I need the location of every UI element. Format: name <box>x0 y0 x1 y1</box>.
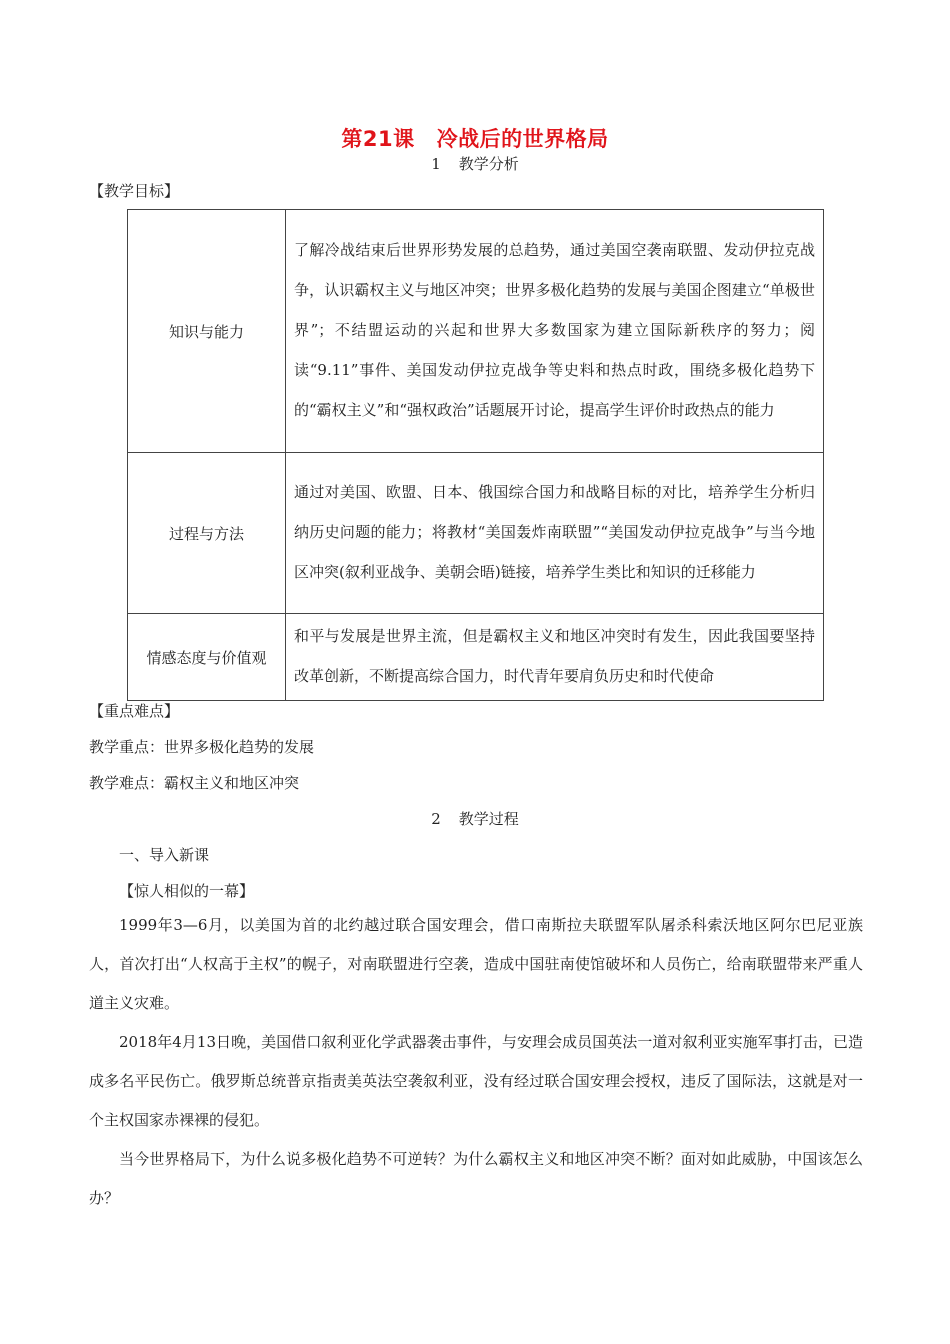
goal-label: 过程与方法 <box>128 453 286 614</box>
lesson-number: 第21课 <box>341 127 415 151</box>
key-point: 教学重点：世界多极化趋势的发展 <box>89 738 315 756</box>
section-heading-analysis <box>0 153 950 174</box>
section-number: 1 <box>431 155 441 173</box>
lesson-name: 冷战后的世界格局 <box>436 127 609 151</box>
paragraph: 当今世界格局下，为什么说多极化趋势不可逆转？为什么霸权主义和地区冲突不断？面对如此威胁，中国该怎么办？ <box>89 1150 863 1207</box>
intro-subheading: 【惊人相似的一幕】 <box>119 882 255 900</box>
goals-heading: 【教学目标】 <box>89 182 180 200</box>
goal-label: 知识与能力 <box>128 210 286 453</box>
lesson-title <box>0 123 950 153</box>
intro-heading: 一、导入新课 <box>119 846 210 864</box>
keypoints-heading: 【重点难点】 <box>89 702 180 720</box>
section-label: 教学过程 <box>458 810 519 828</box>
paragraph: 2018年4月13日晚，美国借口叙利亚化学武器袭击事件，与安理会成员国英法一道对叙利亚实施军事打击，已造成多名平民伤亡。俄罗斯总统普京指责美英法空袭叙利亚，没有经过联合国安理会授权，违反了国际法，这就是对一个主权国家赤裸裸的侵犯。 <box>89 1033 863 1129</box>
goal-content: 通过对美国、欧盟、日本、俄国综合国力和战略目标的对比，培养学生分析归纳历史问题的能力；将教材“美国轰炸南联盟”“美国发动伊拉克战争”与当今地区冲突(叙利亚战争、美朝会晤)链接，培养学生类比和知识的迁移能力 <box>286 453 824 614</box>
table-row <box>128 210 824 453</box>
goal-content: 和平与发展是世界主流，但是霸权主义和地区冲突时有发生，因此我国要坚持改革创新，不断提高综合国力，时代青年要肩负历史和时代使命 <box>286 614 824 701</box>
teaching-goals-table <box>127 209 824 701</box>
goal-content: 了解冷战结束后世界形势发展的总趋势，通过美国空袭南联盟、发动伊拉克战争，认识霸权主义与地区冲突；世界多极化趋势的发展与美国企图建立“单极世界”；不结盟运动的兴起和世界大多数国家为建立国际新秩序的努力；阅读“9.11”事件、美国发动伊拉克战争等史料和热点时政，围绕多极化趋势下的“霸权主义”和“强权政治”话题展开讨论，提高学生评价时政热点的能力 <box>286 210 824 453</box>
paragraph: 1999年3—6月，以美国为首的北约越过联合国安理会，借口南斯拉夫联盟军队屠杀科索沃地区阿尔巴尼亚族人，首次打出“人权高于主权”的幌子，对南联盟进行空袭，造成中国驻南使馆破坏和人员伤亡，给南联盟带来严重人道主义灾难。 <box>89 916 863 1012</box>
section-label: 教学分析 <box>458 155 519 173</box>
section-number: 2 <box>431 810 441 828</box>
section-heading-process <box>0 808 950 829</box>
table-row <box>128 453 824 614</box>
difficult-point: 教学难点：霸权主义和地区冲突 <box>89 774 300 792</box>
goal-label: 情感态度与价值观 <box>128 614 286 701</box>
table-row <box>128 614 824 701</box>
